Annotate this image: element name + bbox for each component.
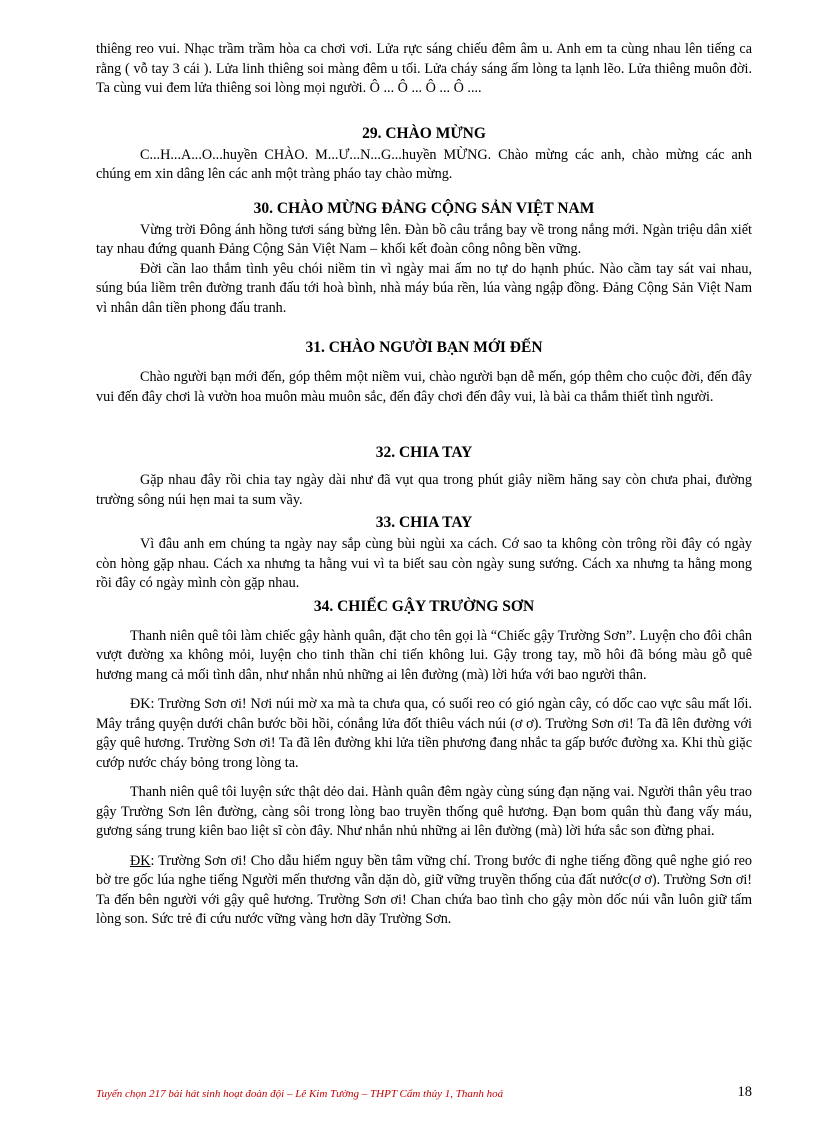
song-30-lyrics-1: Vừng trời Đông ánh hồng tươi sáng bừng lên. Đàn bồ câu trắng bay về trong nắng mới. Ngàn triệu dân xiết tay nhau đứng quanh Đảng Cộng Sản Việt Nam – khối kết đoàn công nông bền vững. <box>96 221 752 257</box>
intro-paragraph: thiêng reo vui. Nhạc trầm trầm hòa ca chơi vơi. Lửa rực sáng chiếu đêm âm u. Anh em ta cùng nhau lên tiếng ca rằng ( vỗ tay 3 cái ). Lửa linh thiêng soi màng đêm u tối. Lửa cháy sáng ấm lòng ta lạnh lẽo. Lửa thiêng muôn đời. Ta cùng vui đem lửa thiêng soi lòng mọi người. Ô ... Ô ... Ô ... Ô .... <box>96 41 752 96</box>
page-number: 18 <box>737 1084 752 1100</box>
song-32-lyrics: Gặp nhau đây rồi chia tay ngày dài như đã vụt qua trong phút giây niềm hăng say còn chưa phai, đường trường sông núi hẹn mai ta sum vầy. <box>96 472 752 508</box>
song-32-title: 32. CHIA TAY <box>375 444 473 461</box>
song-34-chorus-1: ĐK: Trường Sơn ơi! Nơi núi mờ xa mà ta chưa qua, có suối reo có gió ngàn cây, có dốc cao vực sâu mất lối. Mây trắng quyện dưới chân bước bồi hồi, cónắng lửa đốt thiêu vách núi (ơ ơ). Trường Sơn ơi! Ta đã lên đường với gậy quê hương. Trường Sơn ơi! Ta đã lên đường khi lửa tiền phương đang nhắc ta gấp bước đường xa. Khi thù giặc cướp nước cháy bỏng trong lòng ta. <box>96 696 752 771</box>
song-31-lyrics: Chào người bạn mới đến, góp thêm một niềm vui, chào người bạn dễ mến, góp thêm cho cuộc đời, đến đây vui đến đây chơi là vườn hoa muôn màu muôn sắc, đến đây chơi đến đây vui, là bài ca thắm thiết tình người. <box>96 369 752 405</box>
song-30-title: 30. CHÀO MỪNG ĐẢNG CỘNG SẢN VIỆT NAM <box>253 199 595 217</box>
song-34-verse-2: Thanh niên quê tôi luyện sức thật dẻo dai. Hành quân đêm ngày cùng súng đạn nặng vai. Người thân yêu trao gậy Trường Sơn lên đường, càng sôi trong lòng bao truyền thống quê hương. Đạn bom quân thù đang vấy máu, gương sáng trung kiên bao liệt sĩ còn đây. Như nhắn nhủ những ai lên đường (mà) lời hứa sắc son đừng phai. <box>96 784 752 839</box>
song-33-lyrics: Vì đâu anh em chúng ta ngày nay sắp cùng bùi ngùi xa cách. Cớ sao ta không còn trông rồi đây có ngày còn hòng gặp nhau. Cách xa nhưng ta hằng vui vì ta biết sau còn ngày sung sướng. Cách xa nhưng ta hằng mong rồi đây có ngày mình còn gặp nhau. <box>96 536 752 591</box>
footer-citation: Tuyển chọn 217 bài hát sinh hoạt đoàn đội – Lê Kim Tường – THPT Cẩm thủy 1, Thanh hoá <box>96 1088 504 1100</box>
song-30-lyrics-2: Đời cần lao thắm tình yêu chói niềm tin vì ngày mai ấm no tự do hạnh phúc. Nào cầm tay sát vai nhau, súng búa liềm trên đường tranh đấu tới hoà bình, nhà máy búa rền, lúa vàng ngập đồng. Đảng Cộng Sản Việt Nam vì nhân dân tiền phong đấu tranh. <box>96 260 752 316</box>
song-34-chorus-2 <box>96 852 752 930</box>
song-31-title: 31. CHÀO NGƯỜI BẠN MỚI ĐẾN <box>305 339 543 356</box>
page-body <box>96 40 752 930</box>
song-29-lyrics: C...H...A...O...huyền CHÀO. M...Ư...N...G...huyền MỪNG. Chào mừng các anh, chào mừng các anh chúng em xin dâng lên các anh một tràng pháo tay chào mừng. <box>96 146 752 182</box>
chorus-text: : Trường Sơn ơi! Cho dẫu hiểm nguy bền tâm vững chí. Trong bước đi nghe tiếng đồng quê nghe gió reo bờ tre gốc lúa nghe tiếng Người mến thương vẫn dặn dò, giữ vững truyền thống của đất nước(ơ ơ). Trường Sơn ơi! Ta đến bên người với gậy quê hương. Trường Sơn ơi! Chan chứa bao tình cho gậy mòn dốc núi vẫn luôn giữ tấm lòng son. Sức trẻ đi cứu nước vững vàng hơn dãy Trường Sơn. <box>96 852 752 927</box>
song-29-title: 29. CHÀO MỪNG <box>362 124 486 142</box>
song-34-verse-1: Thanh niên quê tôi làm chiếc gậy hành quân, đặt cho tên gọi là “Chiếc gậy Trường Sơn”. Luyện cho đôi chân vượt đường xa không mỏi, luyện cho tinh thần chỉ tiến không lui. Gậy trong tay, mồ hôi đã bóng màu gỗ quê hương mang cả mối tình dân, như nhắn nhủ những ai lên đường (mà) lời hứa với bao người thân. <box>96 627 752 683</box>
page-footer <box>96 1084 752 1104</box>
chorus-label: ĐK <box>130 852 151 869</box>
song-33-title: 33. CHIA TAY <box>375 514 473 531</box>
song-34-title: 34. CHIẾC GẬY TRƯỜNG SƠN <box>313 597 535 615</box>
